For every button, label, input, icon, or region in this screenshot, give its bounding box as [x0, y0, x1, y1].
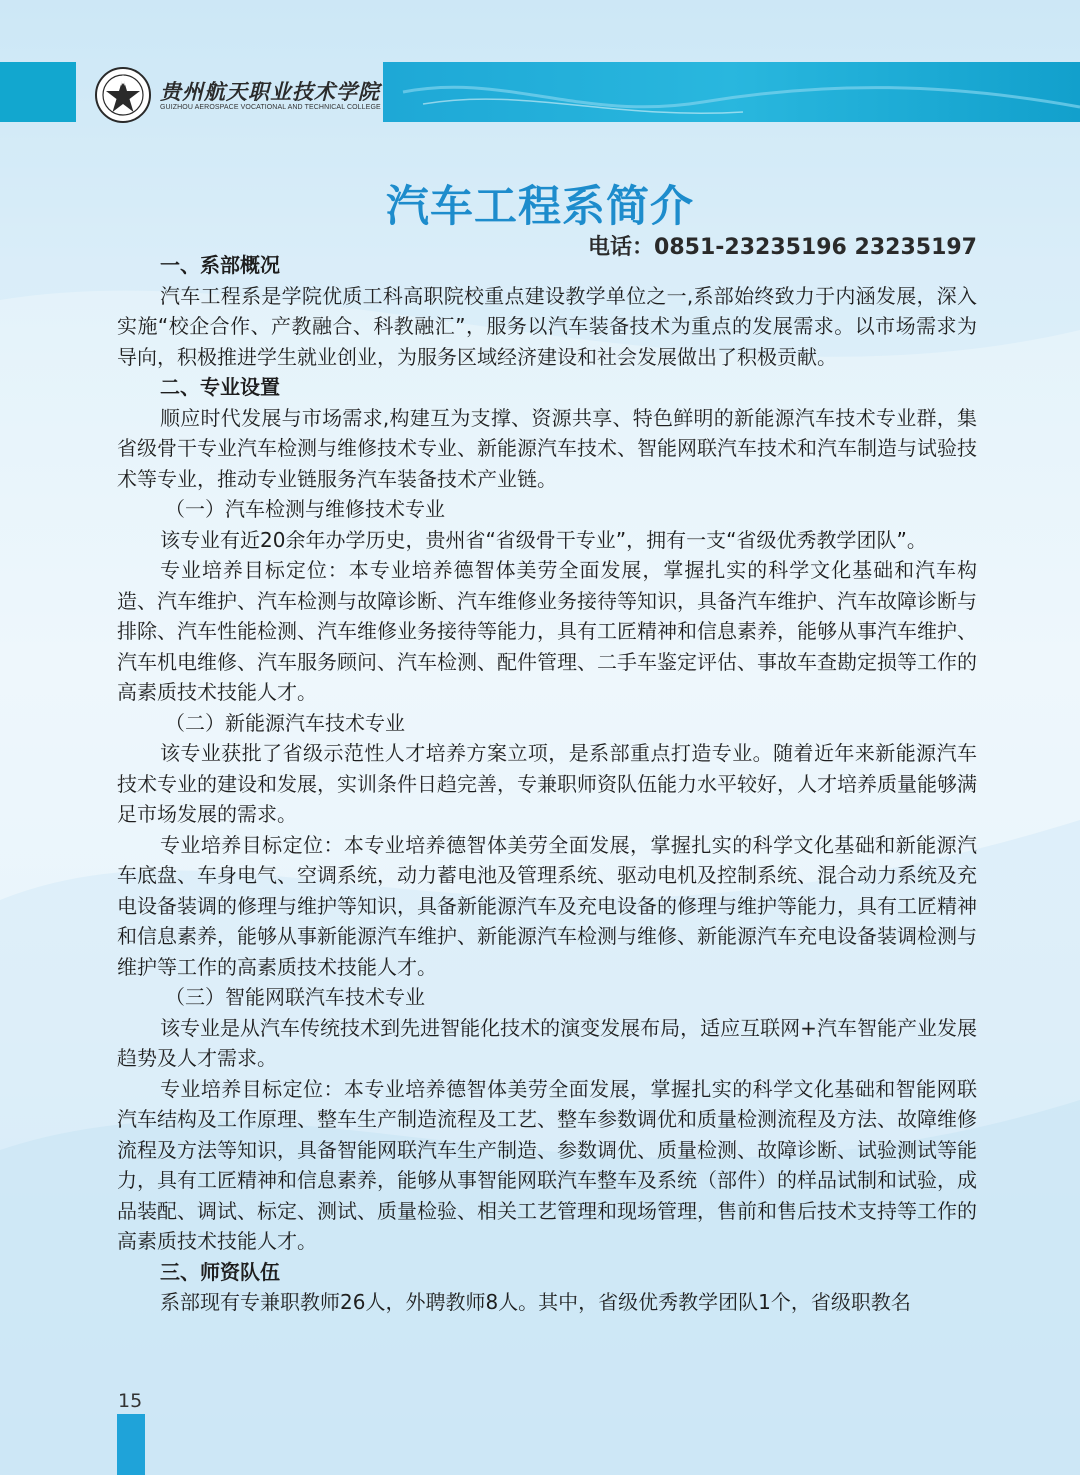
section-heading: 一、系部概况 [160, 253, 280, 277]
subsection-heading: （二）新能源汽车技术专业 [165, 710, 405, 735]
paragraph: 专业培养目标定位：本专业培养德智体美劳全面发展，掌握扎实的科学文化基础和新能源汽车底盘、车身电气、空调系统，动力蓄电池及管理系统、驱动电机及控制系统、混合动力系统及充电设备装调的修理与维护等知识，具备新能源汽车及充电设备的修理与维护等能力，具有工匠精神和信息素养，能够从事新能源汽车维护、新能源汽车检测与维修、新能源汽车充电设备装调检测与维护等工作的高素质技术技能人才。 [117, 832, 977, 979]
subsection-heading: （三）智能网联汽车技术专业 [165, 985, 425, 1009]
contact-phone: 电话：0851-23235196 23235197 [588, 235, 977, 260]
college-name-en: GUIZHOU AEROSPACE VOCATIONAL AND TECHNICAL COLLEGE [160, 104, 381, 111]
section-heading: 三、师资队伍 [160, 1259, 280, 1284]
paragraph: 专业培养目标定位：本专业培养德智体美劳全面发展，掌握扎实的科学文化基础和智能网联汽车结构及工作原理、整车生产制造流程及工艺、整车参数调优和质量检测流程及方法、故障维修流程及方法等知识，具备智能网联汽车生产制造、参数调优、质量检测、故障诊断、试验测试等能力，具有工匠精神和信息素养，能够从事智能网联汽车整车及系统（部件）的样品试制和试验，成品装配、调试、标定、测试、质量检验、相关工艺管理和现场管理，售前和售后技术支持等工作的高素质技术技能人才。 [117, 1076, 977, 1253]
subsection-heading: （一）汽车检测与维修技术专业 [165, 497, 445, 521]
page-title: 汽车工程系简介 [386, 182, 694, 232]
paragraph: 该专业是从汽车传统技术到先进智能化技术的演变发展布局，适应互联网+汽车智能产业发展趋势及人才需求。 [117, 1015, 977, 1070]
section-heading: 二、专业设置 [160, 375, 280, 399]
college-name-cn: 贵州航天职业技术学院 [160, 79, 380, 104]
paragraph: 该专业有近20余年办学历史，贵州省“省级骨干专业”，拥有一支“省级优秀教学团队”。 [160, 527, 927, 552]
page-number-bar [117, 1414, 145, 1475]
page-number: 15 [118, 1390, 143, 1412]
paragraph: 汽车工程系是学院优质工科高职院校重点建设教学单位之一,系部始终致力于内涵发展，深入实施“校企合作、产教融合、科教融汇”，服务以汽车装备技术为重点的发展需求。以市场需求为导向，积极推进学生就业创业，为服务区域经济建设和社会发展做出了积极贡献。 [117, 283, 977, 369]
header-band-left [0, 62, 76, 122]
header-band-right [383, 62, 1080, 122]
college-emblem-icon [94, 66, 152, 124]
paragraph: 系部现有专兼职教师26人，外聘教师8人。其中，省级优秀教学团队1个，省级职教名 [160, 1290, 911, 1314]
document-body [117, 250, 977, 1318]
paragraph: 专业培养目标定位：本专业培养德智体美劳全面发展，掌握扎实的科学文化基础和汽车构造、汽车维护、汽车检测与故障诊断、汽车维修业务接待等知识，具备汽车维护、汽车故障诊断与排除、汽车性能检测、汽车维修业务接待等能力，具有工匠精神和信息素养，能够从事汽车维护、汽车机电维修、汽车服务顾问、汽车检测、配件管理、二手车鉴定评估、事故车查勘定损等工作的高素质技术技能人才。 [117, 558, 977, 704]
paragraph: 顺应时代发展与市场需求,构建互为支撑、资源共享、特色鲜明的新能源汽车技术专业群，集省级骨干专业汽车检测与维修技术专业、新能源汽车技术、智能网联汽车技术和汽车制造与试验技术等专业，推动专业链服务汽车装备技术产业链。 [117, 405, 977, 491]
paragraph: 该专业获批了省级示范性人才培养方案立项，是系部重点打造专业。随着近年来新能源汽车技术专业的建设和发展，实训条件日趋完善，专兼职师资队伍能力水平较好，人才培养质量能够满足市场发展的需求。 [117, 741, 977, 826]
